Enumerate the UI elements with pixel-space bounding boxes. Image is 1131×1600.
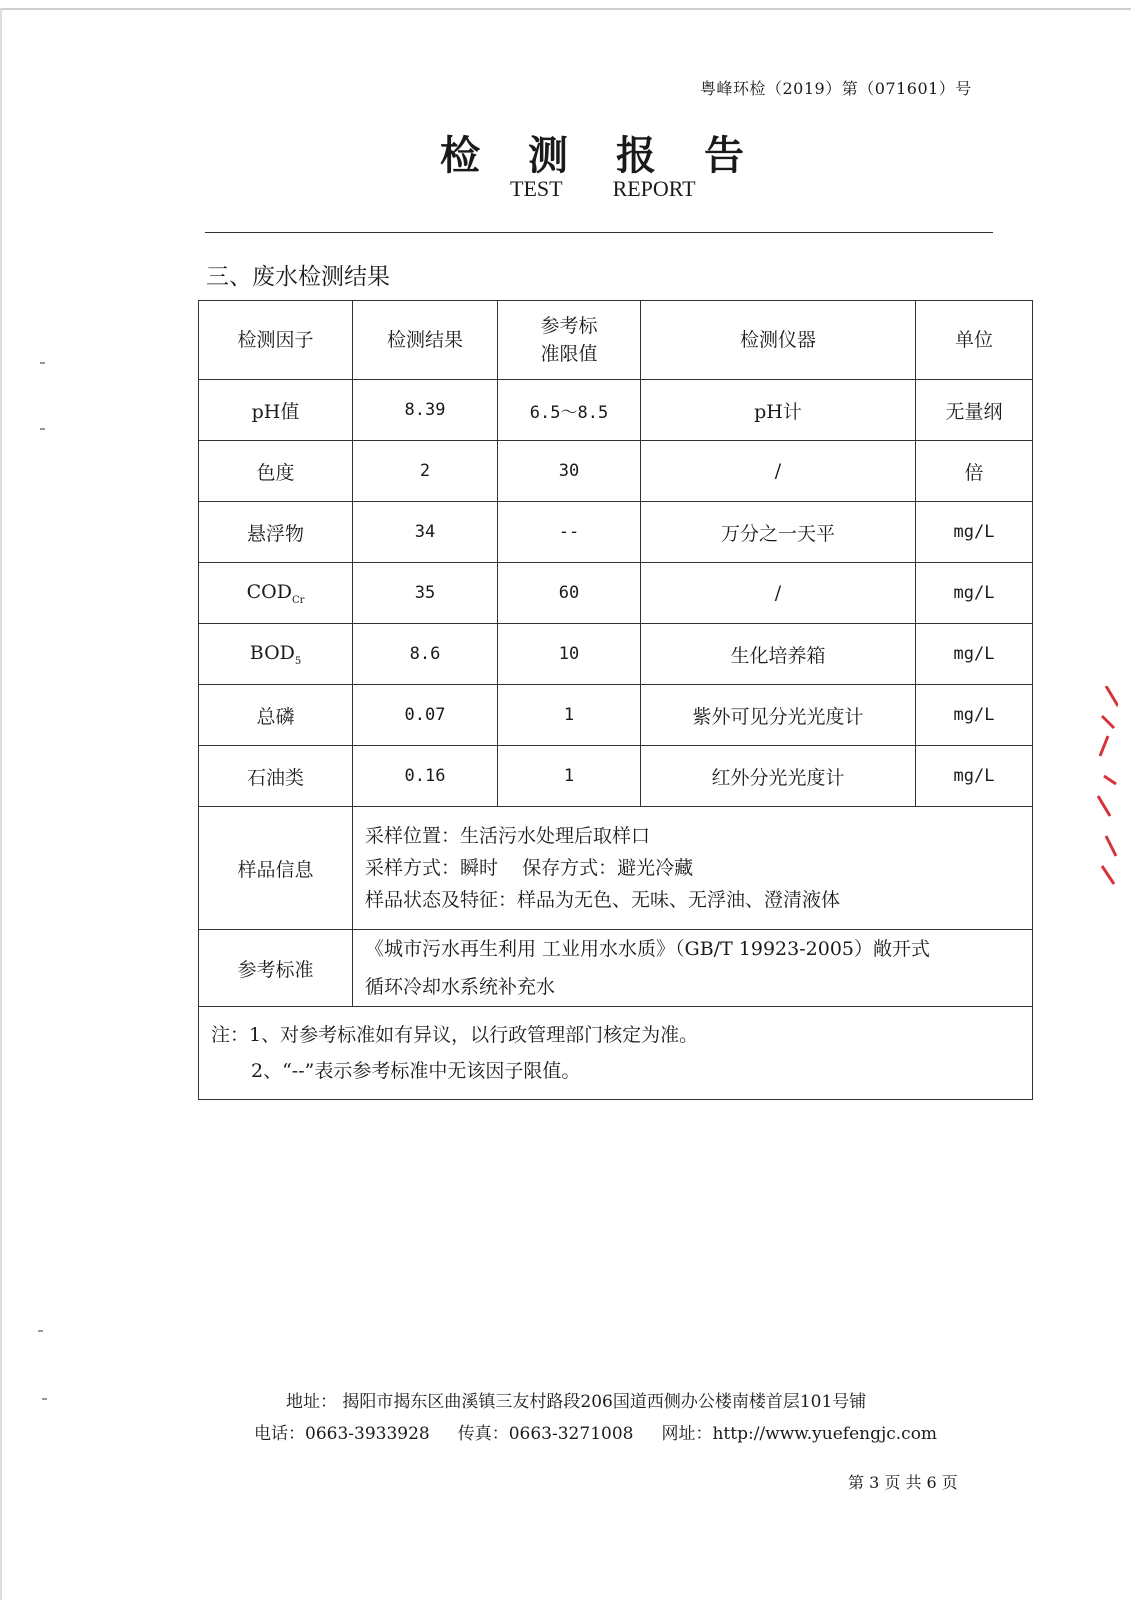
footer-contact	[254, 1419, 965, 1444]
title-word: TEST	[510, 176, 563, 201]
results-table	[198, 300, 1033, 1100]
limit-cell: 10	[498, 624, 641, 685]
factor-name: pH值	[251, 400, 300, 423]
note-line: 2、“--”表示参考标准中无该因子限值。	[251, 1060, 581, 1082]
footer-address: 地址： 揭阳市揭东区曲溪镇三友村路段206国道西侧办公楼南楼首层101号铺	[286, 1392, 867, 1412]
result-cell: 2	[353, 441, 498, 502]
limit-cell: 6.5～8.5	[498, 380, 641, 441]
limit-cell: 1	[498, 685, 641, 746]
scan-edge-top	[0, 8, 1131, 10]
scan-mark	[38, 1330, 43, 1332]
footer-fax: 传真：0663-3271008	[457, 1424, 634, 1444]
limit-cell: 60	[498, 563, 641, 624]
title-char: 告	[704, 132, 744, 179]
header-limit	[498, 301, 641, 380]
title-word: REPORT	[612, 176, 696, 201]
limit-cell: --	[498, 502, 641, 563]
title-char: 检	[440, 132, 480, 179]
table-row	[199, 746, 1033, 807]
instrument-cell: 紫外可见分光光度计	[641, 685, 916, 746]
result-cell: 8.6	[353, 624, 498, 685]
limit-cell: 1	[498, 746, 641, 807]
note-line: 注：1、对参考标准如有异议，以行政管理部门核定为准。	[211, 1024, 699, 1046]
footer-website: 网址：http://www.yuefengjc.com	[661, 1424, 938, 1444]
scan-mark	[40, 362, 45, 364]
factor-name: BOD	[249, 641, 295, 664]
reference-standard-label: 参考标准	[199, 930, 353, 1007]
result-cell: 0.16	[353, 746, 498, 807]
unit-cell: mg/L	[916, 685, 1033, 746]
unit-cell: mg/L	[916, 502, 1033, 563]
table-row	[199, 502, 1033, 563]
factor-name: 总磷	[256, 705, 295, 728]
unit-cell: mg/L	[916, 746, 1033, 807]
factor-subscript: 5	[294, 655, 302, 667]
header-unit: 单位	[916, 301, 1033, 380]
factor-name: 色度	[256, 461, 295, 484]
report-title-en	[510, 176, 696, 202]
factor-cell	[199, 685, 353, 746]
result-cell: 35	[353, 563, 498, 624]
header-limit-line1: 参考标	[540, 315, 598, 337]
header-result: 检测结果	[353, 301, 498, 380]
header-limit-line2: 准限值	[540, 343, 598, 365]
factor-cell	[199, 746, 353, 807]
sample-info-label: 样品信息	[199, 807, 353, 930]
section-title: 三、废水检测结果	[206, 264, 390, 290]
instrument-cell: 生化培养箱	[641, 624, 916, 685]
unit-cell: 无量纲	[916, 380, 1033, 441]
table-row	[199, 563, 1033, 624]
report-title-cn	[440, 124, 760, 181]
notes-row	[199, 1007, 1033, 1100]
title-char: 报	[616, 132, 656, 179]
sample-info-row	[199, 807, 1033, 930]
unit-cell: mg/L	[916, 563, 1033, 624]
title-char: 测	[528, 132, 568, 179]
reference-standard-content	[353, 930, 1033, 1007]
instrument-cell: pH计	[641, 380, 916, 441]
factor-cell	[199, 563, 353, 624]
instrument-cell: 红外分光光度计	[641, 746, 916, 807]
sample-state: 样品状态及特征：样品为无色、无味、无浮油、澄清液体	[365, 889, 841, 911]
instrument-cell: /	[641, 441, 916, 502]
footer-phone: 电话：0663-3933928	[254, 1424, 430, 1444]
sample-location: 采样位置：生活污水处理后取样口	[365, 825, 651, 847]
reference-standard-line: 循环冷却水系统补充水	[365, 976, 556, 998]
instrument-cell: /	[641, 563, 916, 624]
notes-content	[199, 1007, 1033, 1100]
scan-edge-left	[0, 8, 2, 1600]
result-cell: 0.07	[353, 685, 498, 746]
factor-name: COD	[246, 580, 292, 603]
header-instrument: 检测仪器	[641, 301, 916, 380]
factor-cell	[199, 380, 353, 441]
factor-cell	[199, 502, 353, 563]
factor-subscript: Cr	[291, 594, 305, 606]
scan-mark	[42, 1398, 47, 1400]
scan-mark	[40, 428, 45, 430]
header-divider	[205, 232, 993, 233]
table-row	[199, 441, 1033, 502]
reference-standard-line: 《城市污水再生利用 工业用水水质》（GB/T 19923-2005）敞开式	[365, 938, 931, 960]
reference-standard-row	[199, 930, 1033, 1007]
table-row	[199, 685, 1033, 746]
header-factor: 检测因子	[199, 301, 353, 380]
limit-cell: 30	[498, 441, 641, 502]
result-cell: 8.39	[353, 380, 498, 441]
table-row	[199, 624, 1033, 685]
factor-cell	[199, 624, 353, 685]
table-row	[199, 380, 1033, 441]
report-number: 粤峰环检（2019）第（071601）号	[700, 79, 972, 98]
factor-cell	[199, 441, 353, 502]
instrument-cell: 万分之一天平	[641, 502, 916, 563]
sample-method: 采样方式：瞬时 保存方式：避光冷藏	[365, 857, 694, 879]
unit-cell: 倍	[916, 441, 1033, 502]
table-header-row	[199, 301, 1033, 380]
sample-info-content	[353, 807, 1033, 930]
factor-name: 石油类	[246, 766, 304, 789]
unit-cell: mg/L	[916, 624, 1033, 685]
result-cell: 34	[353, 502, 498, 563]
page-number: 第 3 页 共 6 页	[848, 1473, 958, 1492]
factor-name: 悬浮物	[246, 522, 304, 545]
red-stamp-edge	[1088, 686, 1118, 886]
